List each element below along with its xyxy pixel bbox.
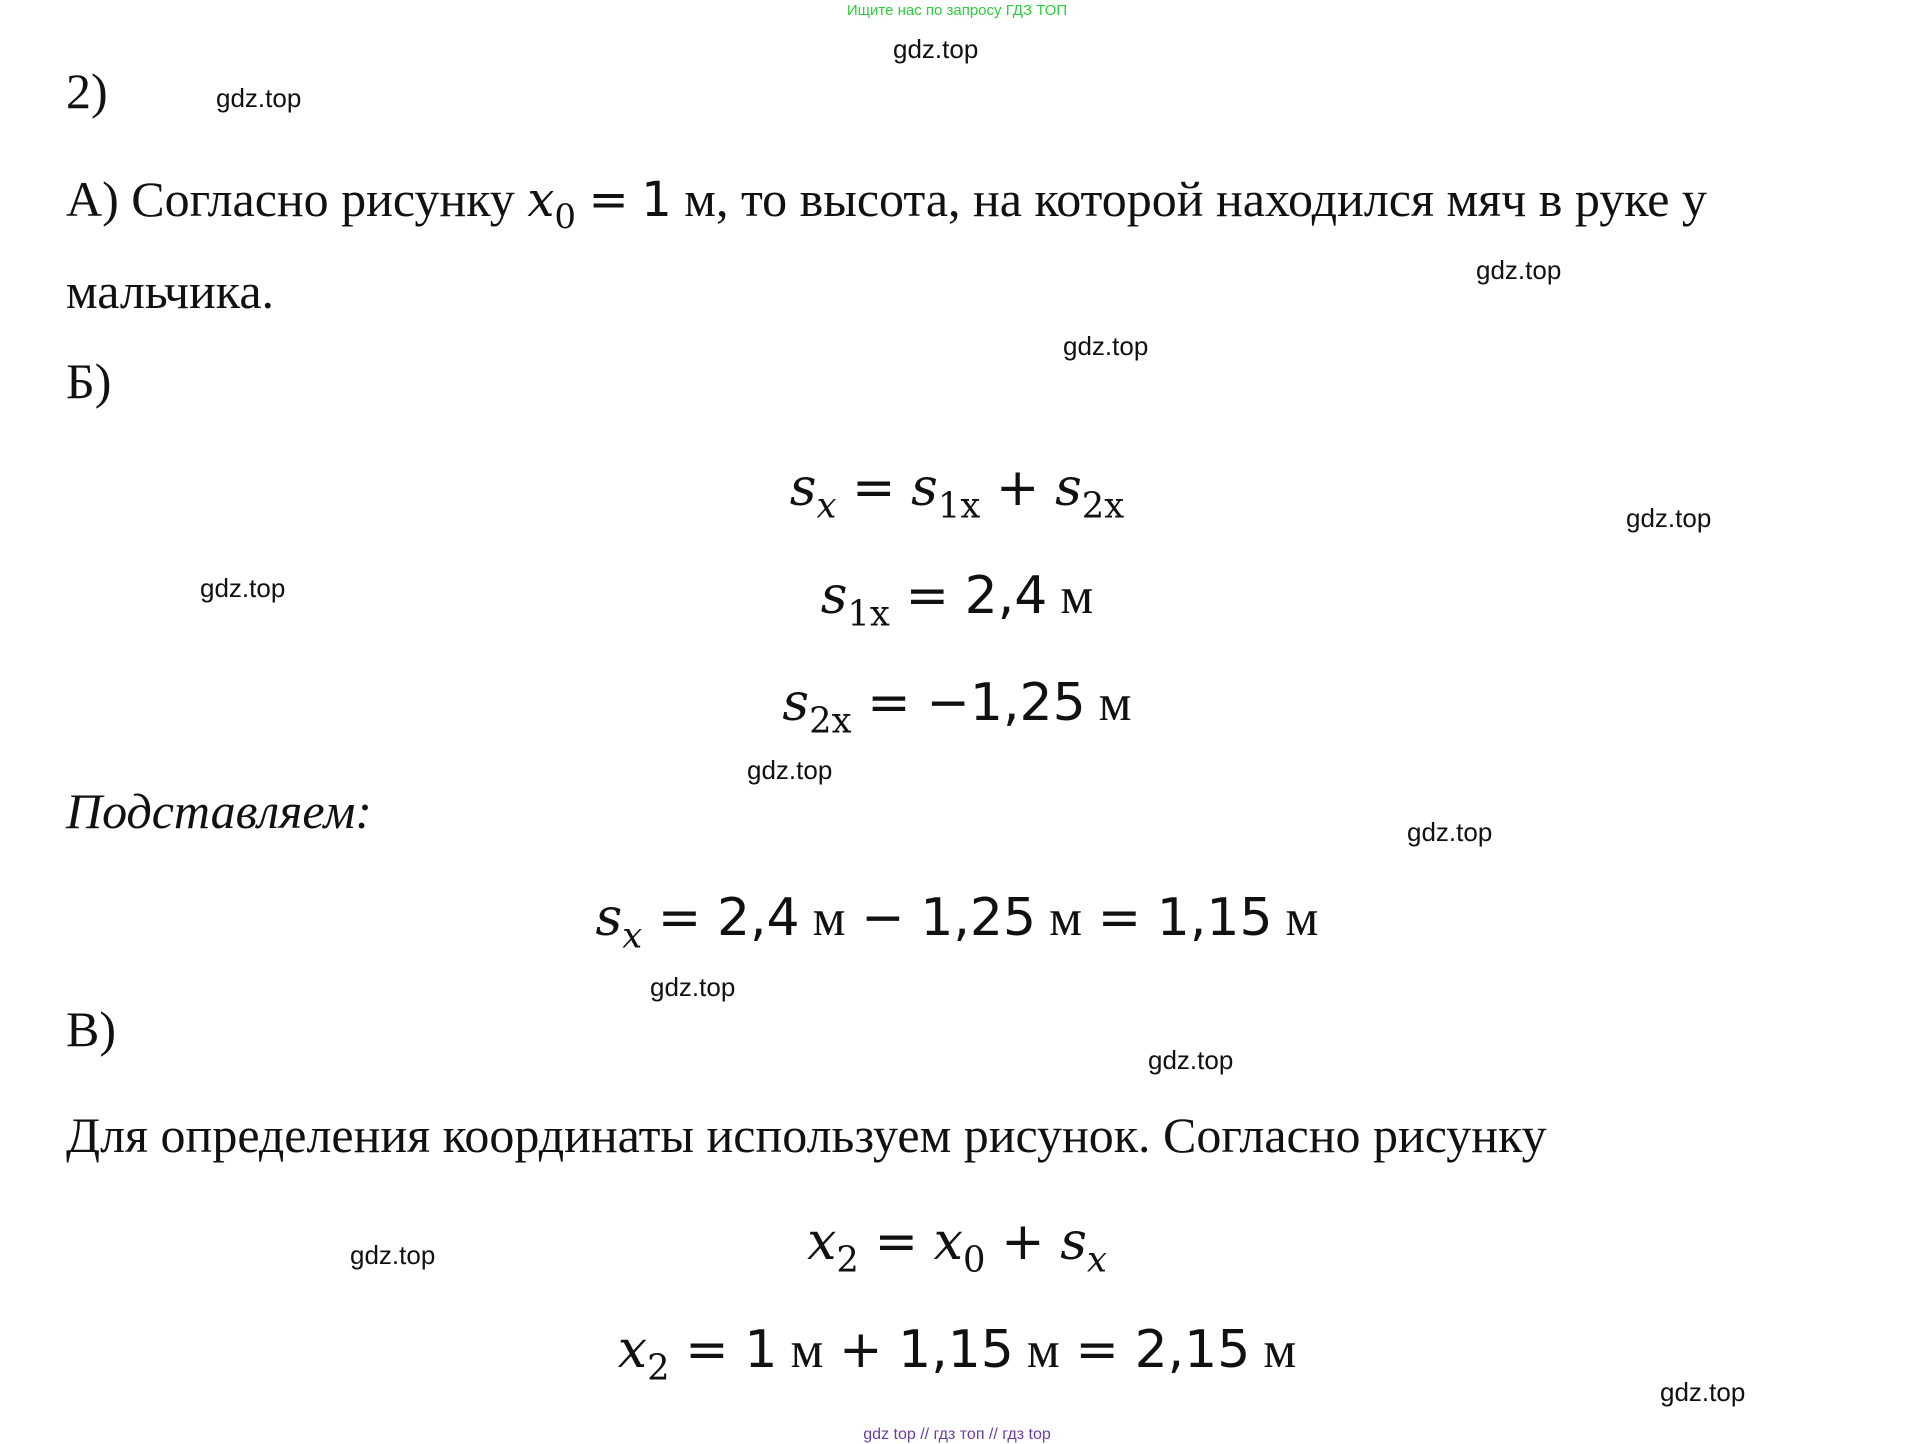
part-a-prefix: А) Согласно рисунку: [66, 171, 515, 227]
b2-var: s: [820, 566, 848, 626]
b1-rhs1-var: s: [911, 458, 938, 518]
b4-eq2: =: [1097, 888, 1142, 948]
b4-sub: x: [622, 915, 643, 957]
watermark: gdz.top: [650, 972, 736, 1002]
part-a-eq: =: [588, 172, 629, 228]
b1-rhs2-sub: 2x: [1081, 485, 1125, 527]
b3-sub: 2x: [809, 700, 852, 742]
watermark: gdz.top: [1660, 1377, 1746, 1407]
b3-unit: м: [1098, 675, 1132, 732]
b4-result: 1,15: [1156, 888, 1273, 948]
c2-eq2: =: [1075, 1320, 1119, 1380]
c2-v2: 1,15: [898, 1320, 1014, 1380]
watermark: gdz.top: [1148, 1045, 1234, 1075]
b4-u3: м: [1285, 890, 1319, 947]
watermark: gdz.top: [1407, 817, 1493, 847]
b3-var: s: [782, 673, 810, 733]
c2-u3: м: [1263, 1322, 1297, 1379]
b4-v2: 1,25: [920, 888, 1037, 948]
watermark: gdz.top: [216, 83, 302, 113]
b4-minus: −: [861, 888, 905, 948]
part-a-sub: 0: [554, 196, 577, 237]
footer-watermark: gdz top // гдз топ // гдз top: [863, 1426, 1051, 1443]
b1-lhs-sub: x: [816, 485, 837, 527]
c2-u2: м: [1026, 1322, 1060, 1379]
b4-eq: =: [657, 888, 702, 948]
c1-lhs-sub: 2: [836, 1239, 859, 1281]
b4-u1: м: [812, 890, 846, 947]
b1-plus: +: [995, 458, 1040, 518]
b3-eq: =: [867, 673, 911, 733]
c1-plus: +: [1001, 1212, 1045, 1272]
b1-lhs-var: s: [789, 458, 817, 518]
part-b-label: Б): [66, 353, 112, 409]
part-a-value: 1: [641, 172, 672, 228]
part-a-var: x: [527, 172, 555, 228]
watermark: gdz.top: [1476, 255, 1562, 285]
part-a-paragraph: [66, 162, 1866, 328]
b1-eq: =: [852, 458, 896, 518]
top-banner: Ищите нас по запросу ГДЗ ТОП: [846, 2, 1068, 19]
b2-sub: 1x: [847, 593, 890, 635]
formula-b2: [0, 566, 1914, 634]
b1-rhs2-var: s: [1055, 458, 1082, 518]
b4-var: s: [595, 888, 623, 948]
c2-sub: 2: [647, 1347, 670, 1389]
c2-v1: 1: [744, 1320, 778, 1380]
watermark: gdz.top: [747, 755, 833, 785]
watermark: gdz.top: [350, 1240, 436, 1270]
b4-u2: м: [1049, 890, 1082, 947]
c1-lhs-var: x: [807, 1212, 837, 1272]
watermark: gdz.top: [1063, 331, 1149, 361]
b2-eq: =: [905, 566, 950, 626]
c1-r1-sub: 0: [963, 1239, 986, 1281]
watermark: gdz.top: [893, 34, 979, 64]
b4-v1: 2,4: [716, 888, 800, 948]
b1-rhs1-sub: 1x: [937, 485, 981, 527]
c1-eq: =: [874, 1212, 919, 1272]
formula-b4: [0, 888, 1914, 956]
c1-r2-sub: x: [1086, 1239, 1107, 1281]
b2-unit: м: [1060, 568, 1094, 625]
b3-value: −1,25: [926, 673, 1086, 733]
formula-c1: [0, 1212, 1914, 1280]
watermark: gdz.top: [1626, 503, 1712, 533]
substitute-label: Подставляем:: [66, 783, 372, 839]
watermark: gdz.top: [200, 573, 286, 603]
part-c-label: В): [66, 1001, 116, 1057]
formula-c2: [0, 1320, 1914, 1388]
c2-u1: м: [790, 1322, 824, 1379]
part-a-unit: м: [684, 171, 716, 227]
formula-b3: [0, 673, 1914, 741]
b2-value: 2,4: [964, 566, 1048, 626]
c2-plus: +: [838, 1320, 883, 1380]
part-c-text: Для определения координаты используем рисунок. Согласно рисунку: [66, 1107, 1547, 1163]
section-number: 2): [66, 63, 108, 119]
c2-result: 2,15: [1134, 1320, 1251, 1380]
part-a-suffix: , то высота, на которой находился мяч в руке у мальчика.: [66, 171, 1707, 319]
c2-var: x: [617, 1320, 648, 1380]
c2-eq: =: [685, 1320, 729, 1380]
c1-r2-var: s: [1060, 1212, 1087, 1272]
formula-b1: [0, 458, 1914, 526]
c1-r1-var: x: [933, 1212, 963, 1272]
